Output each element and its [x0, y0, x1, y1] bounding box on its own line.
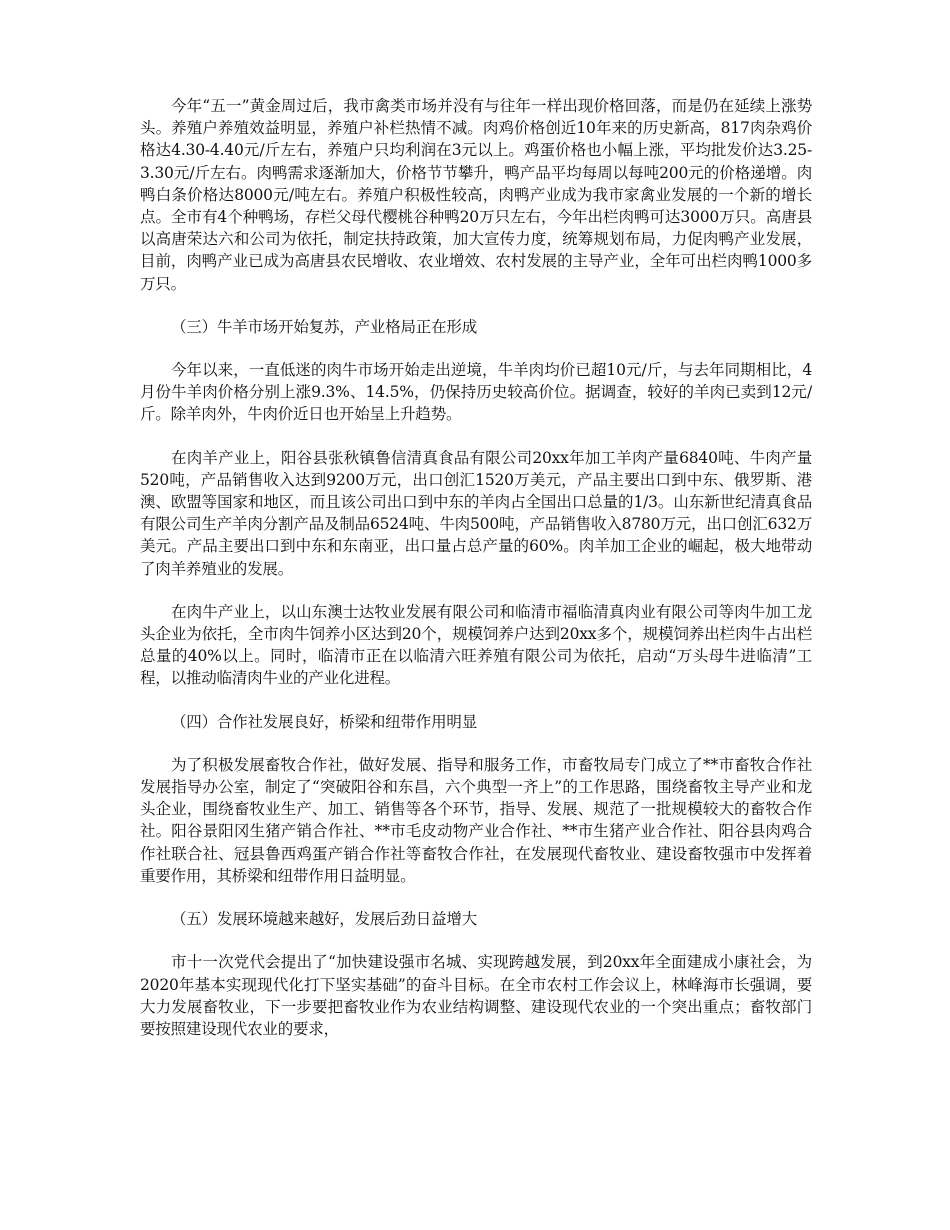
paragraph-development-environment: 市十一次党代会提出了“加快建设强市名城、实现跨越发展，到20xx年全面建成小康社会，为2020年基本实现现代化打下坚实基础”的奋斗目标。在全市农村工作会议上，林峰海市长强调，要大力发展畜牧业，下一步要把畜牧业作为农业结构调整、建设现代农业的一个突出重点；畜牧部门要按照建设现代农业的要求， — [140, 953, 812, 1038]
paragraph-cattle-industry: 在肉牛产业上，以山东澳士达牧业发展有限公司和临清市福临清真肉业有限公司等肉牛加工龙头企业为依托，全市肉牛饲养小区达到20个，规模饲养户达到20xx多个，规模饲养出栏肉牛占出栏总量的40%以上。同时，临清市正在以临清六旺养殖有限公司为依托，启动“万头母牛进临清”工程，以推动临清肉牛业的产业化进程。 — [140, 602, 812, 688]
paragraph-cattle-sheep-prices: 今年以来，一直低迷的肉牛市场开始走出逆境，牛羊肉均价已超10元/斤，与去年同期相比，4月份牛羊肉价格分别上涨9.3%、14.5%，仍保持历史较高价位。据调查，较好的羊肉已卖到12元/斤。除羊肉外，牛肉价近日也开始呈上升趋势。 — [140, 361, 812, 424]
paragraph-sheep-industry: 在肉羊产业上，阳谷县张秋镇鲁信清真食品有限公司20xx年加工羊肉产量6840吨、牛肉产量520吨，产品销售收入达到9200万元，出口创汇1520万美元，产品主要出口到中东、俄罗斯、港澳、欧盟等国家和地区，而且该公司出口到中东的羊肉占全国出口总量的1/3。山东新世纪清真食品有限公司生产羊肉分割产品及制品6524吨、牛肉500吨，产品销售收入8780万元，出口创汇632万美元。产品主要出口到中东和东南亚，出口量占总产量的60%。肉羊加工企业的崛起，极大地带动了肉羊养殖业的发展。 — [140, 448, 812, 578]
section-heading-5: （五）发展环境越来越好，发展后劲日益增大 — [171, 910, 478, 929]
section-heading-3: （三）牛羊市场开始复苏，产业格局正在形成 — [171, 317, 478, 336]
paragraph-poultry-market: 今年“五一”黄金周过后，我市禽类市场并没有与往年一样出现价格回落，而是仍在延续上涨势头。养殖户养殖效益明显，养殖户补栏热情不减。肉鸡价格创近10年来的历史新高，817肉杂鸡价格达4.30-4.40元/斤左右，养殖户只均利润在3元以上。鸡蛋价格也小幅上涨，平均批发价达3.25-3.30元/斤左右。肉鸭需求逐渐加大，价格节节攀升，鸭产品平均每周以每吨200元的价格递增。肉鸭白条价格达8000元/吨左右。养殖户积极性较高，肉鸭产业成为我市家禽业发展的一个新的增长点。全市有4个种鸭场，存栏父母代樱桃谷种鸭20万只左右，今年出栏肉鸭可达3000万只。高唐县以高唐荣达六和公司为依托，制定扶持政策，加大宣传力度，统筹规划布局，力促肉鸭产业发展，目前，肉鸭产业已成为高唐县农民增收、农业增效、农村发展的主导产业，全年可出栏肉鸭1000多万只。 — [140, 97, 812, 293]
document-page — [140, 95, 812, 1040]
paragraph-cooperatives: 为了积极发展畜牧合作社，做好发展、指导和服务工作，市畜牧局专门成立了**市畜牧合作社发展指导办公室，制定了“突破阳谷和东昌，六个典型一齐上”的工作思路，围绕畜牧主导产业和龙头企业，围绕畜牧业生产、加工、销售等各个环节，指导、发展、规范了一批规模较大的畜牧合作社。阳谷景阳冈生猪产销合作社、**市毛皮动物产业合作社、**市生猪产业合作社、阳谷县肉鸡合作社联合社、冠县鲁西鸡蛋产销合作社等畜牧合作社，在发展现代畜牧业、建设畜牧强市中发挥着重要作用，其桥梁和纽带作用日益明显。 — [140, 755, 812, 885]
section-heading-4: （四）合作社发展良好，桥梁和纽带作用明显 — [171, 712, 478, 731]
